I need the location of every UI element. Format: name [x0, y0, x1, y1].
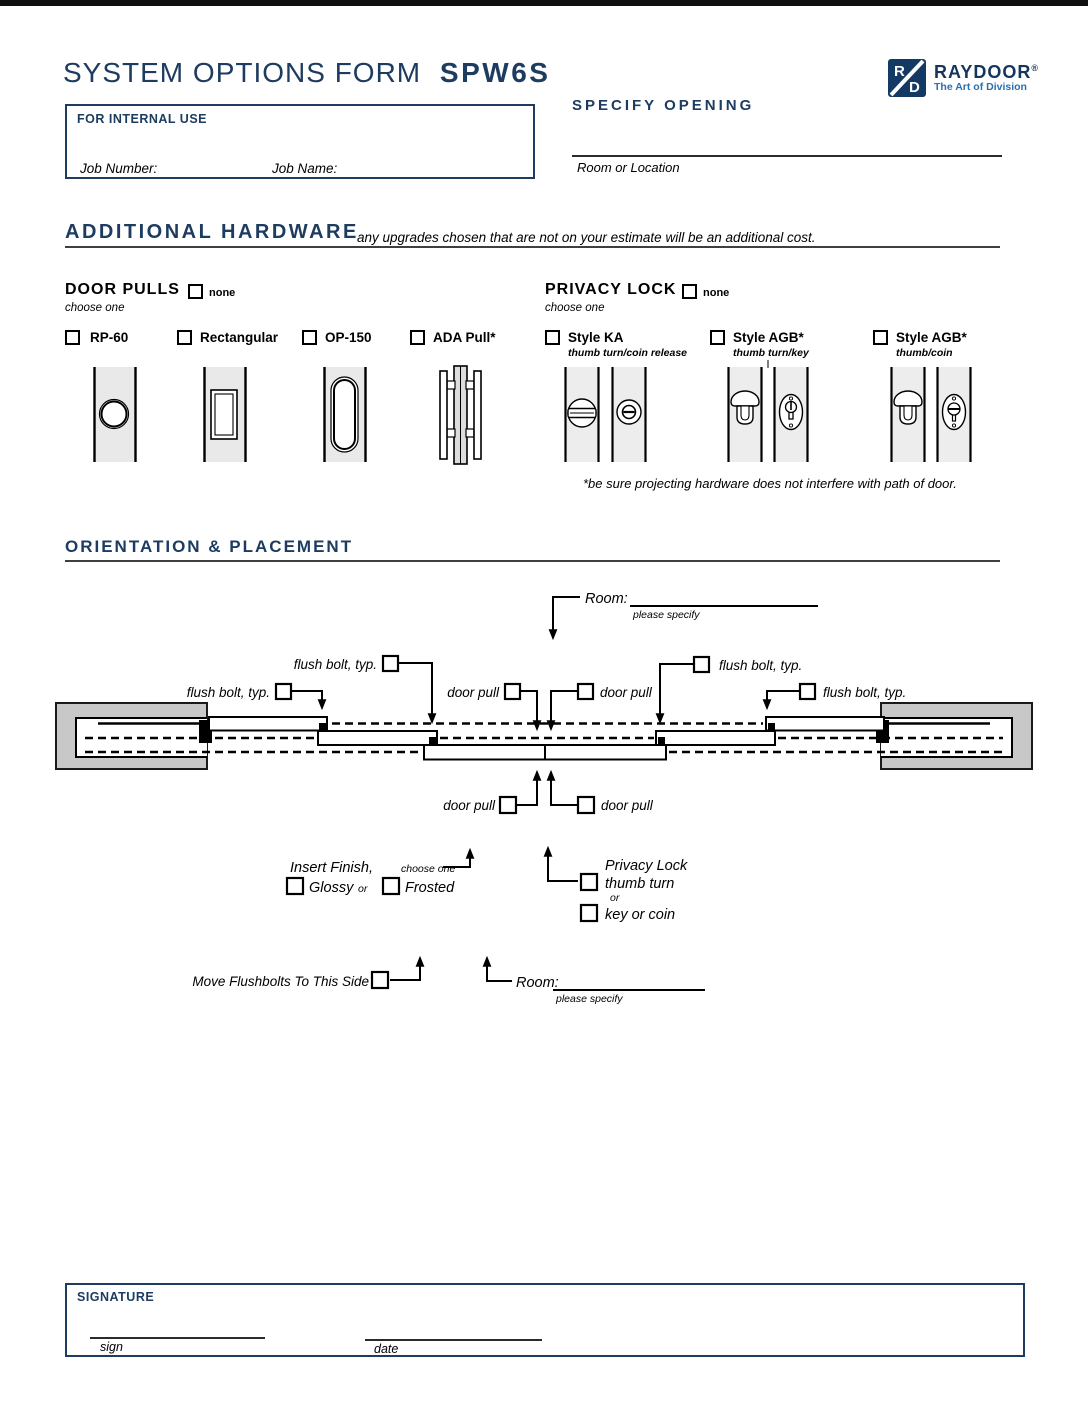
style-ka-label: Style KA [568, 330, 624, 345]
privacy-lock-heading: PRIVACY LOCK [545, 281, 677, 298]
additional-hardware-rule [65, 246, 1000, 248]
rp60-illustration [94, 367, 136, 462]
room-or-location-label: Room or Location [577, 160, 680, 175]
orientation-diagram [40, 568, 1050, 1018]
flush-bolt-arrow-upper-left [399, 663, 432, 722]
move-flushbolts-arrow [390, 958, 420, 980]
flush-bolt-checkbox-upper-right[interactable] [694, 657, 709, 672]
privacy-lock-arrow [548, 848, 578, 881]
room-top-arrow [553, 597, 580, 638]
door-pull-label-top-left: door pull [447, 685, 499, 700]
room-bottom-please-specify: please specify [556, 993, 623, 1005]
ada-pull-label: ADA Pull* [433, 330, 496, 345]
privacy-lock-none-label: none [703, 287, 730, 299]
door-pull-label-bottom-left: door pull [443, 798, 495, 813]
style-agb-key-sub: thumb turn/key [733, 347, 809, 359]
date-line[interactable] [365, 1339, 542, 1341]
orientation-rule [65, 560, 1000, 562]
insert-finish-choose-one: choose one [401, 863, 456, 875]
flush-bolt-checkbox-lower-right[interactable] [800, 684, 815, 699]
move-flushbolts-label: Move Flushbolts To This Side [192, 974, 369, 989]
flush-bolt-arrow-lower-left [292, 691, 322, 708]
sign-line[interactable] [90, 1337, 265, 1339]
flush-bolt-checkbox-lower-left[interactable] [276, 684, 291, 699]
flush-bolt-arrow-upper-right [660, 664, 693, 722]
date-label: date [374, 1342, 399, 1356]
key-or-coin-label: key or coin [605, 907, 676, 923]
job-number-label[interactable]: Job Number: [80, 161, 158, 176]
door-pull-arrow-bottom-left [517, 772, 537, 805]
insert-finish-label: Insert Finish, [290, 860, 373, 876]
door-pull-arrow-bottom-right [551, 772, 577, 805]
rectangular-label: Rectangular [200, 330, 279, 345]
door-pull-checkbox-top-left[interactable] [505, 684, 520, 699]
door-pulls-choose-one: choose one [65, 302, 125, 314]
specify-opening-heading: SPECIFY OPENING [572, 97, 755, 114]
sign-label: sign [100, 1340, 123, 1354]
door-pull-label-bottom-right: door pull [601, 798, 653, 813]
orientation-heading: ORIENTATION & PLACEMENT [65, 537, 354, 556]
room-top-label: Room: [585, 591, 628, 607]
internal-use-box [65, 104, 535, 179]
form-code: SPW6S [439, 57, 551, 88]
door-pull-checkbox-bottom-right[interactable] [578, 797, 594, 813]
panel-3-left [424, 745, 545, 760]
flush-bolt-label-lower-left: flush bolt, typ. [186, 685, 270, 700]
rp60-label: RP-60 [90, 330, 129, 345]
rectangular-checkbox[interactable] [177, 330, 192, 345]
flush-bolt-label-upper-right: flush bolt, typ. [719, 658, 803, 673]
op150-label: OP-150 [325, 330, 372, 345]
frosted-checkbox[interactable] [383, 878, 399, 894]
panel-2-left [318, 731, 437, 745]
left-pocket [56, 703, 212, 769]
brand-name: RAYDOOR® [934, 62, 1039, 82]
signature-heading: SIGNATURE [77, 1290, 155, 1304]
flush-bolt-label-lower-right: flush bolt, typ. [823, 685, 907, 700]
op150-checkbox[interactable] [302, 330, 317, 345]
door-pull-label-top-right: door pull [600, 685, 652, 700]
op150-illustration [324, 367, 366, 462]
style-agb-coin-sub: thumb/coin [896, 347, 953, 359]
brand-tagline: The Art of Division [934, 81, 1027, 93]
privacy-lock-illustrations [555, 360, 1015, 470]
style-agb-coin-illustration [891, 367, 971, 462]
flush-bolt-arrow-lower-right [767, 691, 799, 708]
privacy-lock-callout-title: Privacy Lock [605, 858, 688, 874]
privacy-lock-choose-one: choose one [545, 302, 605, 314]
panel-1-left [209, 717, 327, 731]
privacy-lock-none-checkbox[interactable] [682, 284, 697, 299]
job-name-label[interactable]: Job Name: [272, 161, 338, 176]
thumb-turn-label: thumb turn [605, 876, 675, 892]
rectangular-illustration [204, 367, 246, 462]
page-top-border [0, 0, 1088, 6]
style-agb-key-illustration [728, 360, 808, 462]
panel-3-right [545, 745, 666, 760]
door-pull-checkbox-top-right[interactable] [578, 684, 593, 699]
style-agb-key-label: Style AGB* [733, 330, 804, 345]
glossy-label: Glossy [309, 880, 354, 896]
door-pulls-heading: DOOR PULLS [65, 281, 180, 298]
style-ka-illustration [565, 367, 646, 462]
glossy-checkbox[interactable] [287, 878, 303, 894]
flush-bolt-label-upper-left: flush bolt, typ. [293, 657, 377, 672]
panel-1-right [766, 717, 884, 731]
style-agb-coin-label: Style AGB* [896, 330, 967, 345]
door-pull-checkbox-bottom-left[interactable] [500, 797, 516, 813]
style-agb-coin-checkbox[interactable] [873, 330, 888, 345]
style-agb-key-checkbox[interactable] [710, 330, 725, 345]
page-title-text: SYSTEM OPTIONS FORM [63, 57, 422, 88]
svg-text:R: R [894, 63, 905, 80]
door-pulls-none-checkbox[interactable] [188, 284, 203, 299]
page-title [63, 57, 550, 89]
key-or-coin-checkbox[interactable] [581, 905, 597, 921]
rp60-checkbox[interactable] [65, 330, 80, 345]
ada-pull-illustration [440, 366, 481, 464]
door-pulls-none-label: none [209, 287, 236, 299]
registered-mark: ® [1031, 63, 1039, 73]
additional-hardware-note: any upgrades chosen that are not on your estimate will be an additional cost. [357, 230, 816, 245]
raydoor-logo-icon [888, 58, 926, 98]
style-ka-sub: thumb turn/coin release [568, 347, 688, 359]
internal-use-heading: FOR INTERNAL USE [77, 112, 207, 126]
frosted-label: Frosted [405, 880, 455, 896]
room-bottom-label: Room: [516, 975, 559, 991]
panel-2-right [656, 731, 775, 745]
style-ka-checkbox[interactable] [545, 330, 560, 345]
ada-pull-checkbox[interactable] [410, 330, 425, 345]
room-or-location-line[interactable] [572, 155, 1002, 157]
thumb-turn-checkbox[interactable] [581, 874, 597, 890]
privacy-or-label: or [610, 892, 620, 904]
room-bottom-arrow [487, 958, 512, 981]
projecting-hardware-footnote: *be sure projecting hardware does not interfere with path of door. [583, 476, 957, 491]
additional-hardware-heading: ADDITIONAL HARDWARE [65, 221, 359, 243]
room-top-please-specify: please specify [633, 609, 700, 621]
svg-text:D: D [909, 79, 920, 96]
right-pocket [876, 703, 1032, 769]
signature-box [65, 1283, 1025, 1357]
flush-bolt-checkbox-upper-left[interactable] [383, 656, 398, 671]
door-pull-illustrations [60, 362, 500, 466]
move-flushbolts-checkbox[interactable] [372, 972, 388, 988]
finish-or-label: or [358, 883, 368, 895]
